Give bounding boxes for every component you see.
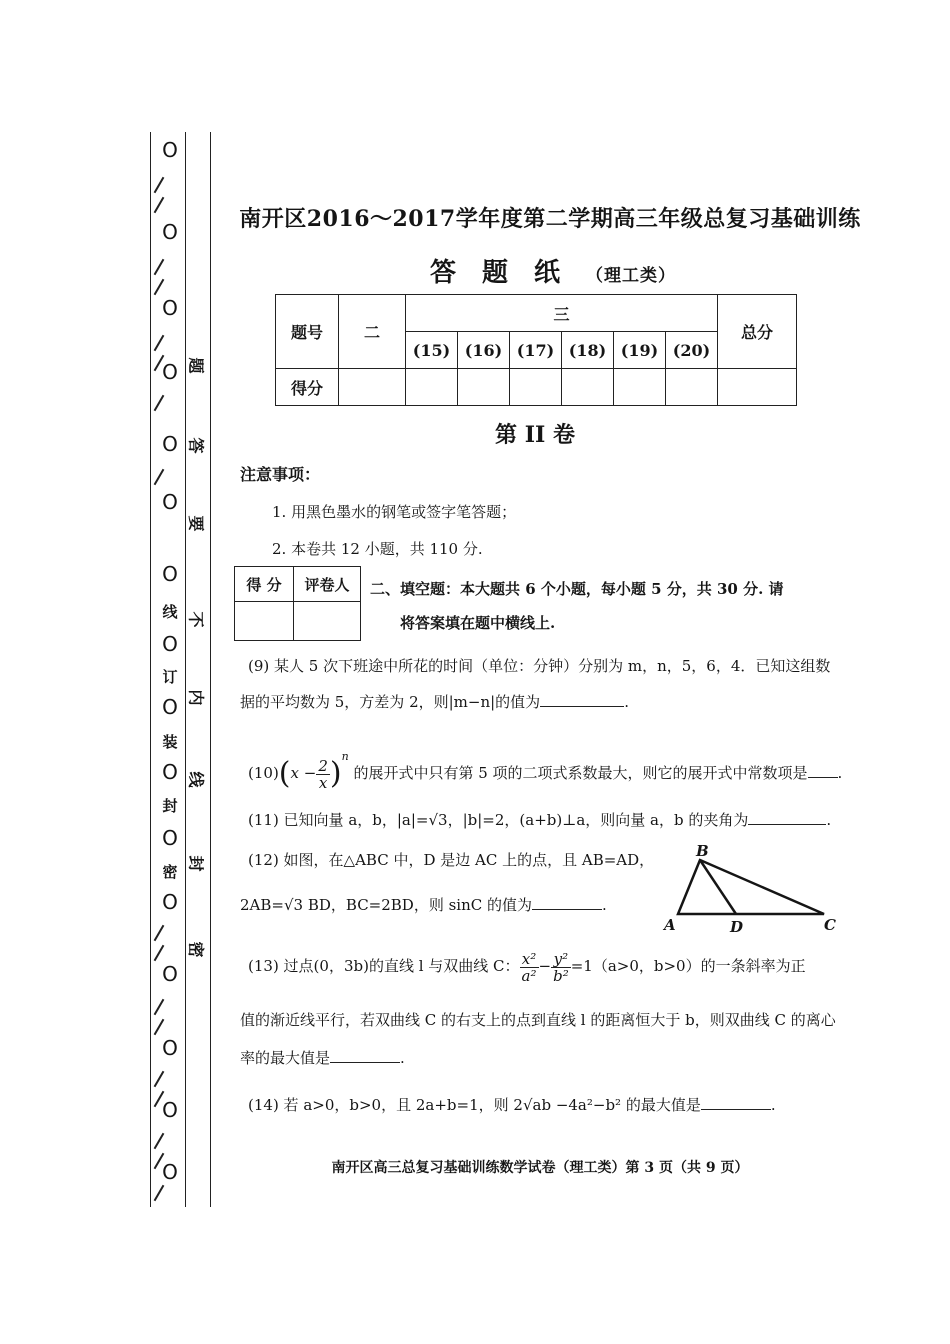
question-13-pre: (13) 过点(0，3b)的直线 l 与双曲线 C：: [248, 957, 520, 975]
question-12-answer-blank[interactable]: [532, 893, 602, 910]
question-10-expr: x −: [290, 764, 317, 782]
seal-label-line: 线: [162, 603, 178, 621]
question-13-f2-den: b²: [553, 966, 569, 985]
question-13-answer-blank[interactable]: [330, 1046, 400, 1063]
margin-note-4: 内: [186, 689, 206, 706]
section2-instruction-2: 将答案填在题中横线上.: [400, 614, 556, 632]
grader-table-score-label: 得 分: [235, 567, 294, 602]
do-not-answer-column: [186, 132, 208, 1207]
score-cell-section2[interactable]: [339, 369, 406, 406]
score-table-col-section3: 三: [406, 295, 718, 332]
margin-note-0: 题: [186, 357, 206, 374]
point-label-d: D: [730, 918, 744, 936]
margin-note-3: 不: [186, 611, 206, 628]
question-13-post: =1（a>0，b>0）的一条斜率为正: [570, 957, 806, 975]
margin-note-2: 要: [186, 515, 206, 532]
question-14-answer-blank[interactable]: [701, 1093, 771, 1110]
question-13-fraction-y: [551, 951, 571, 984]
score-cell-q17[interactable]: [510, 369, 562, 406]
question-13-line-3-row: 率的最大值是 .: [240, 1046, 405, 1068]
grader-name-cell[interactable]: [294, 602, 361, 641]
page-footer: 南开区高三总复习基础训练数学试卷（理工类）第 3 页（共 9 页）: [331, 1160, 749, 1176]
score-table-q15: (15): [406, 332, 458, 369]
vertex-label-c: C: [824, 916, 836, 934]
score-table: [275, 294, 797, 406]
question-9-line-1: (9) 某人 5 次下班途中所花的时间（单位：分钟）分别为 m，n，5，6，4．已知这组数: [248, 657, 831, 675]
notice-item-2: 2. 本卷共 12 小题，共 110 分.: [272, 540, 483, 558]
score-table-q17: (17): [510, 332, 562, 369]
question-10-frac-den: x: [318, 773, 328, 792]
question-10-frac-num: 2: [318, 756, 328, 775]
score-table-col-total: 总分: [718, 295, 797, 369]
question-12-line-2: 2AB=√3 BD，BC=2BD，则 sinC 的值为: [240, 896, 532, 914]
question-9-line-2: 据的平均数为 5，方差为 2，则|m−n|的值为: [240, 693, 541, 711]
grader-table-grader-label: 评卷人: [294, 567, 361, 602]
volume-title-row: [0, 418, 950, 449]
question-13-line-1: [248, 946, 806, 986]
score-table-col-section2: 二: [339, 295, 406, 369]
margin-note-6: 封: [186, 855, 206, 872]
seal-label-secret: 密: [162, 863, 178, 881]
margin-rule-inner: [210, 132, 211, 1207]
score-table-q16: (16): [458, 332, 510, 369]
exam-title: 南开区2016～2017学年度第二学期高三年级总复习基础训练: [239, 206, 861, 232]
score-cell-q16[interactable]: [458, 369, 510, 406]
margin-note-7: 密: [186, 941, 206, 958]
question-13-fraction-x: [520, 951, 539, 984]
question-13-f2-num: y²: [551, 951, 571, 968]
margin-note-5: 线: [186, 771, 206, 788]
seal-label-bind: 订: [162, 668, 178, 686]
triangle-abc: [678, 860, 824, 914]
grader-table: [234, 566, 361, 641]
question-14: (14) 若 a>0，b>0，且 2a+b=1，则 2√ab −4a²−b² 的最大值是 .: [248, 1093, 776, 1115]
question-12-line-2-row: 2AB=√3 BD，BC=2BD，则 sinC 的值为 .: [240, 893, 607, 915]
question-10-fraction: [316, 758, 330, 791]
question-13-f1-num: x²: [520, 951, 539, 968]
question-10-answer-blank[interactable]: [808, 761, 838, 778]
question-10-exponent: n: [341, 750, 349, 763]
question-14-text: (14) 若 a>0，b>0，且 2a+b=1，则 2√ab −4a²−b² 的最大值是: [248, 1096, 701, 1114]
score-cell-total[interactable]: [718, 369, 797, 406]
score-cell-q19[interactable]: [614, 369, 666, 406]
score-table-q18: (18): [562, 332, 614, 369]
question-13-minus: −: [538, 957, 552, 975]
vertex-label-a: A: [664, 916, 676, 934]
score-cell-q15[interactable]: [406, 369, 458, 406]
question-9-line-2-row: 据的平均数为 5，方差为 2，则|m−n|的值为 .: [240, 690, 629, 712]
question-13-line-3: 率的最大值是: [240, 1049, 331, 1067]
score-cell-q18[interactable]: [562, 369, 614, 406]
seal-label-pack: 装: [162, 733, 178, 751]
answer-sheet-heading: [430, 252, 676, 289]
question-11-answer-blank[interactable]: [748, 808, 826, 825]
grader-score-cell[interactable]: [235, 602, 294, 641]
notice-item-1: 1. 用黑色墨水的钢笔或签字笔答题；: [272, 503, 517, 521]
notice-heading: 注意事项：: [240, 465, 321, 484]
question-10-text: 的展开式中只有第 5 项的二项式系数最大，则它的展开式中常数项是: [353, 764, 808, 782]
vertex-label-b: B: [696, 842, 709, 860]
score-table-q20: (20): [666, 332, 718, 369]
question-9-answer-blank[interactable]: [540, 690, 624, 707]
question-13-f1-den: a²: [521, 966, 537, 985]
score-table-row-score: 得分: [276, 369, 339, 406]
question-10: (10)(x − $\frac{2}{x}$ )$^n$ 的展开式中只有第 5 项的二项式系数最大，则它的展开式中常数项是 .: [248, 750, 843, 792]
triangle-abc-figure: [660, 838, 840, 938]
score-table-row-question: 题号: [276, 295, 339, 369]
section2-instruction-1: 二、填空题：本大题共 6 个小题，每小题 5 分，共 30 分. 请: [370, 580, 784, 598]
margin-note-1: 答: [186, 437, 206, 454]
seal-line-column: O O O O O O O 线 O 订 O 装 O 封 O 密 O O O O O: [150, 132, 190, 1207]
volume-title: 第 II 卷: [495, 422, 575, 448]
seal-label-seal: 封: [162, 797, 178, 815]
score-table-q19: (19): [614, 332, 666, 369]
question-11: (11) 已知向量 a，b，|a|=√3，|b|=2，(a+b)⊥a，则向量 a，b 的夹角为 .: [248, 808, 831, 830]
answer-sheet-title: 答题纸: [430, 258, 587, 288]
question-13-line-2: 值的渐近线平行，若双曲线 C 的右支上的点到直线 l 的距离恒大于 b，则双曲线 C 的离心: [240, 1011, 836, 1029]
question-11-text: (11) 已知向量 a，b，|a|=√3，|b|=2，(a+b)⊥a，则向量 a，b 的夹角为: [248, 811, 749, 829]
answer-sheet-tag: （理工类）: [586, 266, 677, 286]
question-12-line-1: (12) 如图，在△ABC 中，D 是边 AC 上的点，且 AB=AD，: [248, 851, 655, 869]
score-cell-q20[interactable]: [666, 369, 718, 406]
question-10-number: (10): [248, 764, 279, 782]
